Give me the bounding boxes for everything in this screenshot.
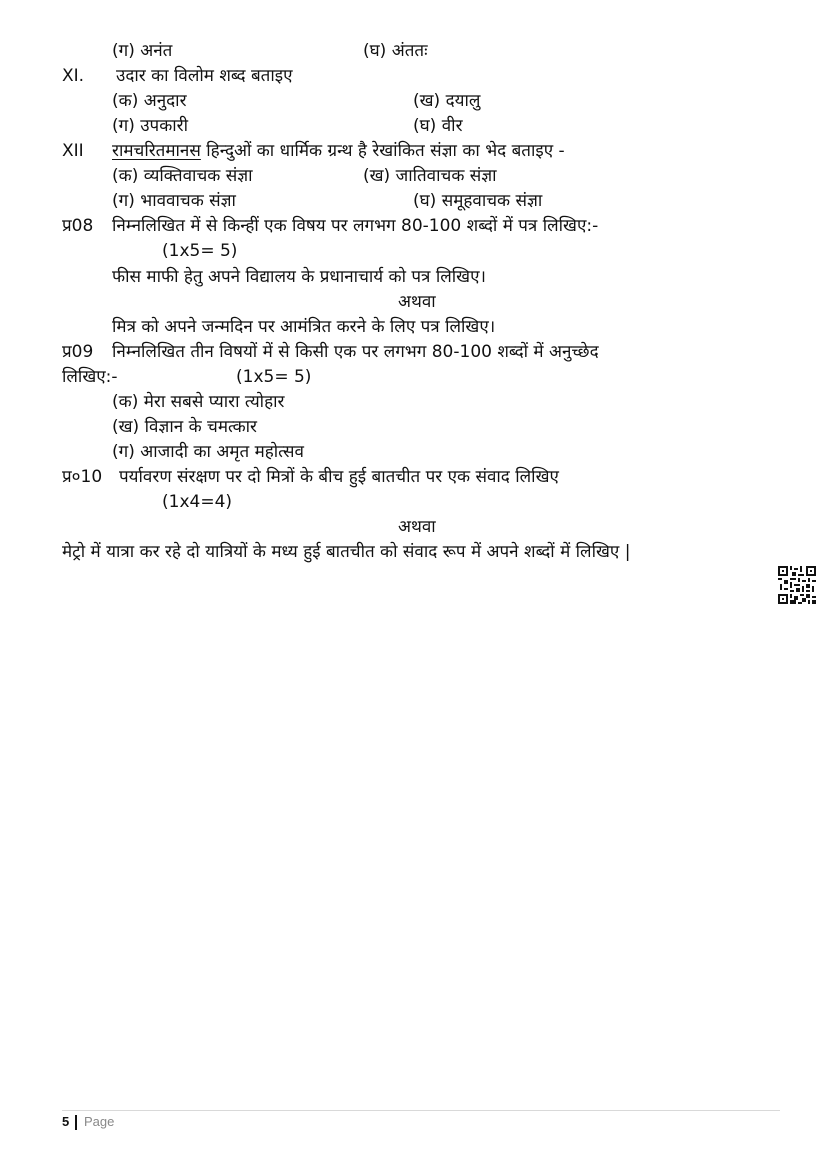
question-number: प्र09 bbox=[62, 342, 94, 362]
option-g: (ग) अनंत bbox=[112, 41, 173, 61]
option-g: (ग) आजादी का अमृत महोत्सव bbox=[112, 442, 304, 462]
option-g: (ग) उपकारी bbox=[112, 116, 189, 136]
question-number: XI. bbox=[62, 66, 85, 86]
question-text: उदार का विलोम शब्द बताइए bbox=[116, 66, 293, 86]
option-ka: (क) व्यक्तिवाचक संज्ञा bbox=[112, 166, 253, 186]
question-text: निम्नलिखित में से किन्हीं एक विषय पर लगभग 80-100 शब्दों में पत्र लिखिए:- bbox=[112, 216, 599, 236]
option-g: (ग) भाववाचक संज्ञा bbox=[112, 191, 236, 211]
option-gh: (घ) समूहवाचक संज्ञा bbox=[413, 191, 543, 211]
option-kha: (ख) दयालु bbox=[413, 91, 481, 111]
question-text: निम्नलिखित तीन विषयों में से किसी एक पर लगभग 80-100 शब्दों में अनुच्छेद bbox=[112, 342, 599, 362]
option-ka: (क) अनुदार bbox=[112, 91, 187, 111]
footer-divider bbox=[62, 1110, 780, 1111]
footer-separator bbox=[75, 1115, 77, 1130]
question-text-rest: हिन्दुओं का धार्मिक ग्रन्थ है रेखांकित संज्ञा का भेद बताइए - bbox=[200, 141, 565, 161]
marks: (1x5= 5) bbox=[162, 241, 238, 261]
option-ka: (क) मेरा सबसे प्यारा त्योहार bbox=[112, 392, 285, 412]
qr-code-icon bbox=[778, 566, 816, 604]
question-text bbox=[112, 140, 565, 162]
alternate-question: मेट्रो में यात्रा कर रहे दो यात्रियों के मध्य हुई बातचीत को संवाद रूप में अपने शब्दों में लिखिए | bbox=[62, 542, 631, 562]
question-text: पर्यावरण संरक्षण पर दो मित्रों के बीच हुई बातचीत पर एक संवाद लिखिए bbox=[119, 467, 559, 487]
page-number: 5 bbox=[62, 1114, 70, 1129]
option-kha: (ख) जातिवाचक संज्ञा bbox=[363, 166, 497, 186]
marks: (1x4=4) bbox=[162, 492, 233, 512]
marks: (1x5= 5) bbox=[236, 367, 312, 387]
underlined-word: रामचरितमानस bbox=[112, 141, 201, 161]
question-number: प्र०10 bbox=[62, 467, 103, 487]
or-separator: अथवा bbox=[398, 292, 436, 312]
topic-option: मित्र को अपने जन्मदिन पर आमंत्रित करने के लिए पत्र लिखिए। bbox=[112, 317, 496, 337]
page-label: Page bbox=[84, 1114, 115, 1129]
question-text-cont: लिखिए:- bbox=[62, 367, 118, 387]
question-number: प्र08 bbox=[62, 216, 94, 236]
option-gh: (घ) वीर bbox=[413, 116, 463, 136]
option-gh: (घ) अंततः bbox=[363, 41, 428, 61]
or-separator: अथवा bbox=[398, 517, 436, 537]
topic-option: फीस माफी हेतु अपने विद्यालय के प्रधानाचार्य को पत्र लिखिए। bbox=[112, 267, 486, 287]
option-kha: (ख) विज्ञान के चमत्कार bbox=[112, 417, 257, 437]
question-number: XII bbox=[62, 141, 84, 161]
